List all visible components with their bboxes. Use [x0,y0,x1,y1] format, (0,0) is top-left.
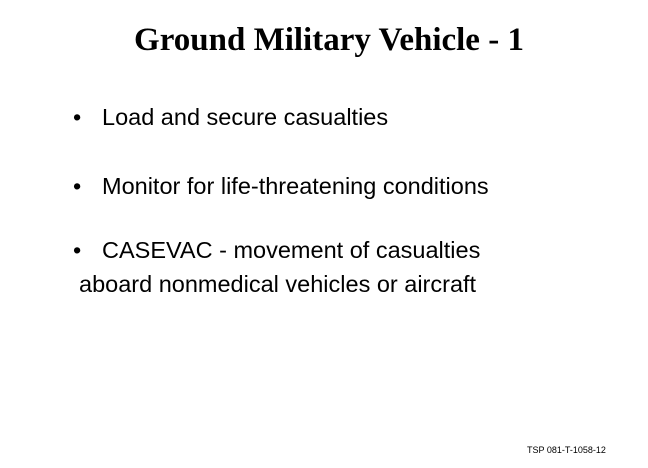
bullet-item [70,169,489,203]
course-code-footer: TSP 081-T-1058-12 [527,445,606,455]
bullet-marker: • [73,237,82,263]
bullet-item [70,100,388,134]
bullet-marker: • [73,173,82,199]
bullet-marker: • [73,104,82,130]
bullet-text-continuation: aboard nonmedical vehicles or aircraft [79,271,477,297]
bullet-text: Monitor for life-threatening conditions [102,173,489,199]
bullet-item [70,233,480,301]
slide-title: Ground Military Vehicle - 1 [134,22,524,58]
bullet-text: CASEVAC - movement of casualties [102,237,481,263]
bullet-text: Load and secure casualties [102,104,389,130]
